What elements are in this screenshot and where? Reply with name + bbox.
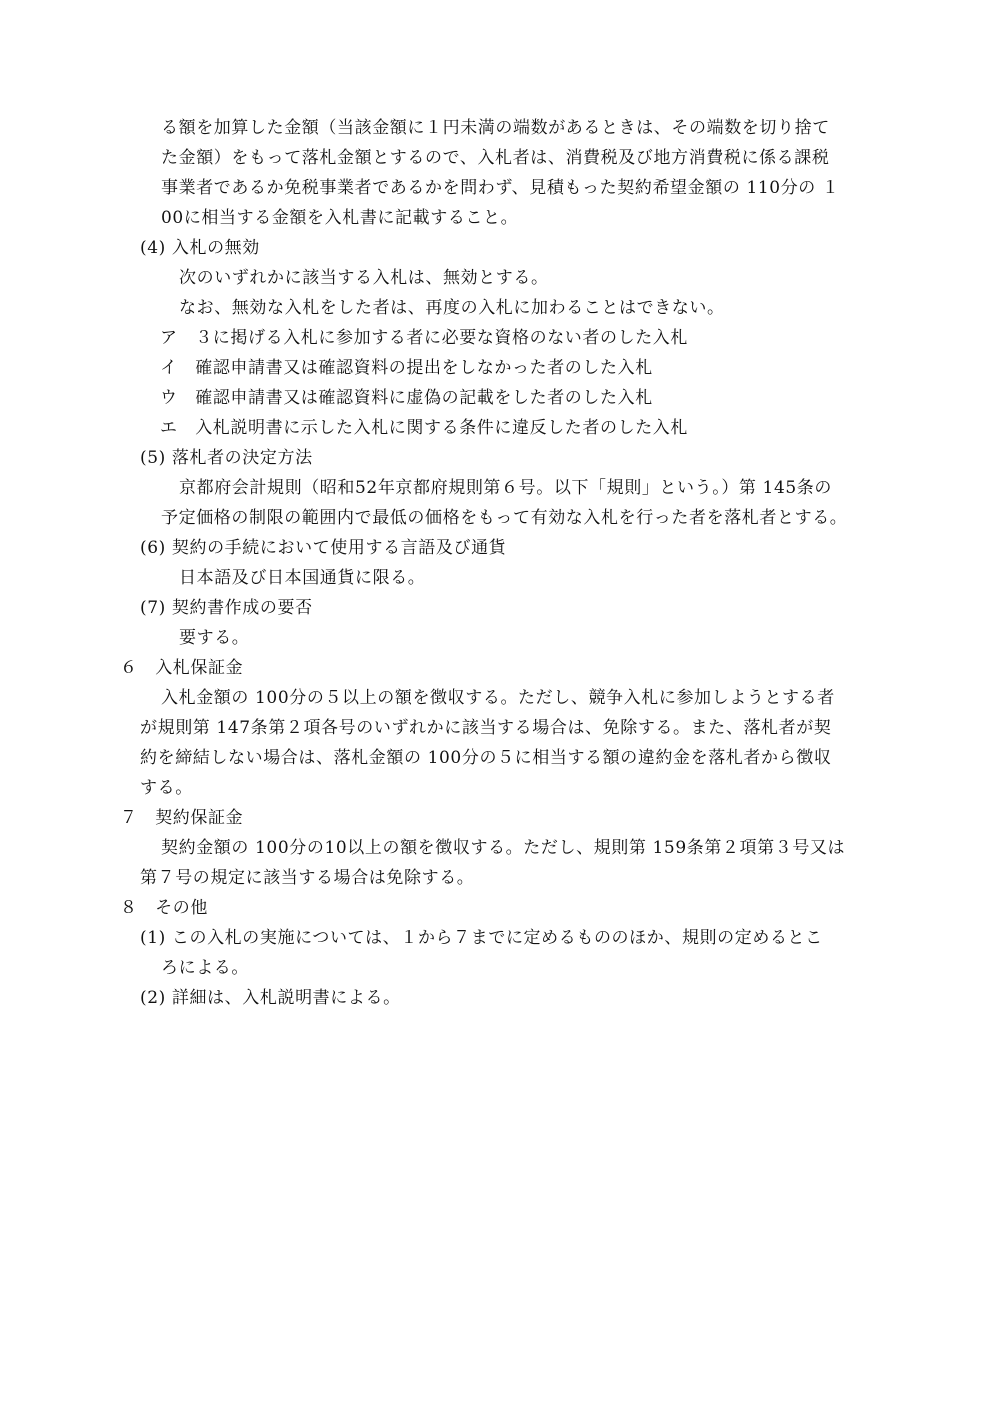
list-item-i: イ 確認申請書又は確認資料の提出をしなかった者のした入札 — [160, 358, 653, 378]
paragraph-line: 次のいずれかに該当する入札は、無効とする。 — [179, 268, 549, 288]
paragraph-line: 要する。 — [179, 628, 250, 648]
paragraph-line: た金額）をもって落札金額とするので、入札者は、消費税及び地方消費税に係る課税 — [161, 148, 830, 168]
paragraph-line: 約を締結しない場合は、落札金額の 100分の５に相当する額の違約金を落札者から徴収 — [140, 748, 832, 768]
paragraph-line: 予定価格の制限の範囲内で最低の価格をもって有効な入札を行った者を落札者とする。 — [161, 508, 848, 528]
paragraph-line: なお、無効な入札をした者は、再度の入札に加わることはできない。 — [179, 298, 725, 318]
paragraph-line: 契約金額の 100分の10以上の額を徴収する。ただし、規則第 159条第２項第３号又は — [161, 838, 846, 858]
section-heading-contract-deposit: ７ 契約保証金 — [120, 808, 244, 828]
section-heading-5: (5) 落札者の決定方法 — [140, 448, 313, 468]
list-item-e: エ 入札説明書に示した入札に関する条件に違反した者のした入札 — [160, 418, 688, 438]
list-item-a: ア ３に掲げる入札に参加する者に必要な資格のない者のした入札 — [160, 328, 688, 348]
section-heading-7: (7) 契約書作成の要否 — [140, 598, 313, 618]
section-heading-4: (4) 入札の無効 — [140, 238, 260, 258]
paragraph-line: ろによる。 — [161, 958, 249, 978]
list-item-1: (1) この入札の実施については、１から７までに定めるもののほか、規則の定めるとこ — [140, 928, 823, 948]
section-heading-deposit: ６ 入札保証金 — [120, 658, 244, 678]
paragraph-line: 日本語及び日本国通貨に限る。 — [179, 568, 426, 588]
paragraph-line: が規則第 147条第２項各号のいずれかに該当する場合は、免除する。また、落札者が契 — [140, 718, 832, 738]
section-heading-other: ８ その他 — [120, 898, 208, 918]
paragraph-line: 00に相当する金額を入札書に記載すること。 — [161, 208, 519, 228]
paragraph-line: する。 — [140, 778, 193, 798]
list-item-2: (2) 詳細は、入札説明書による。 — [140, 988, 401, 1008]
paragraph-line: 事業者であるか免税事業者であるかを問わず、見積もった契約希望金額の 110分の １ — [161, 178, 840, 198]
section-heading-6: (6) 契約の手続において使用する言語及び通貨 — [140, 538, 507, 558]
paragraph-line: 第７号の規定に該当する場合は免除する。 — [140, 868, 475, 888]
paragraph-line: 入札金額の 100分の５以上の額を徴収する。ただし、競争入札に参加しようとする者 — [161, 688, 835, 708]
paragraph-line: 京都府会計規則（昭和52年京都府規則第６号。以下「規則」という。）第 145条の — [179, 478, 832, 498]
list-item-u: ウ 確認申請書又は確認資料に虚偽の記載をした者のした入札 — [160, 388, 653, 408]
paragraph-line: る額を加算した金額（当該金額に１円未満の端数があるときは、その端数を切り捨て — [161, 118, 830, 138]
